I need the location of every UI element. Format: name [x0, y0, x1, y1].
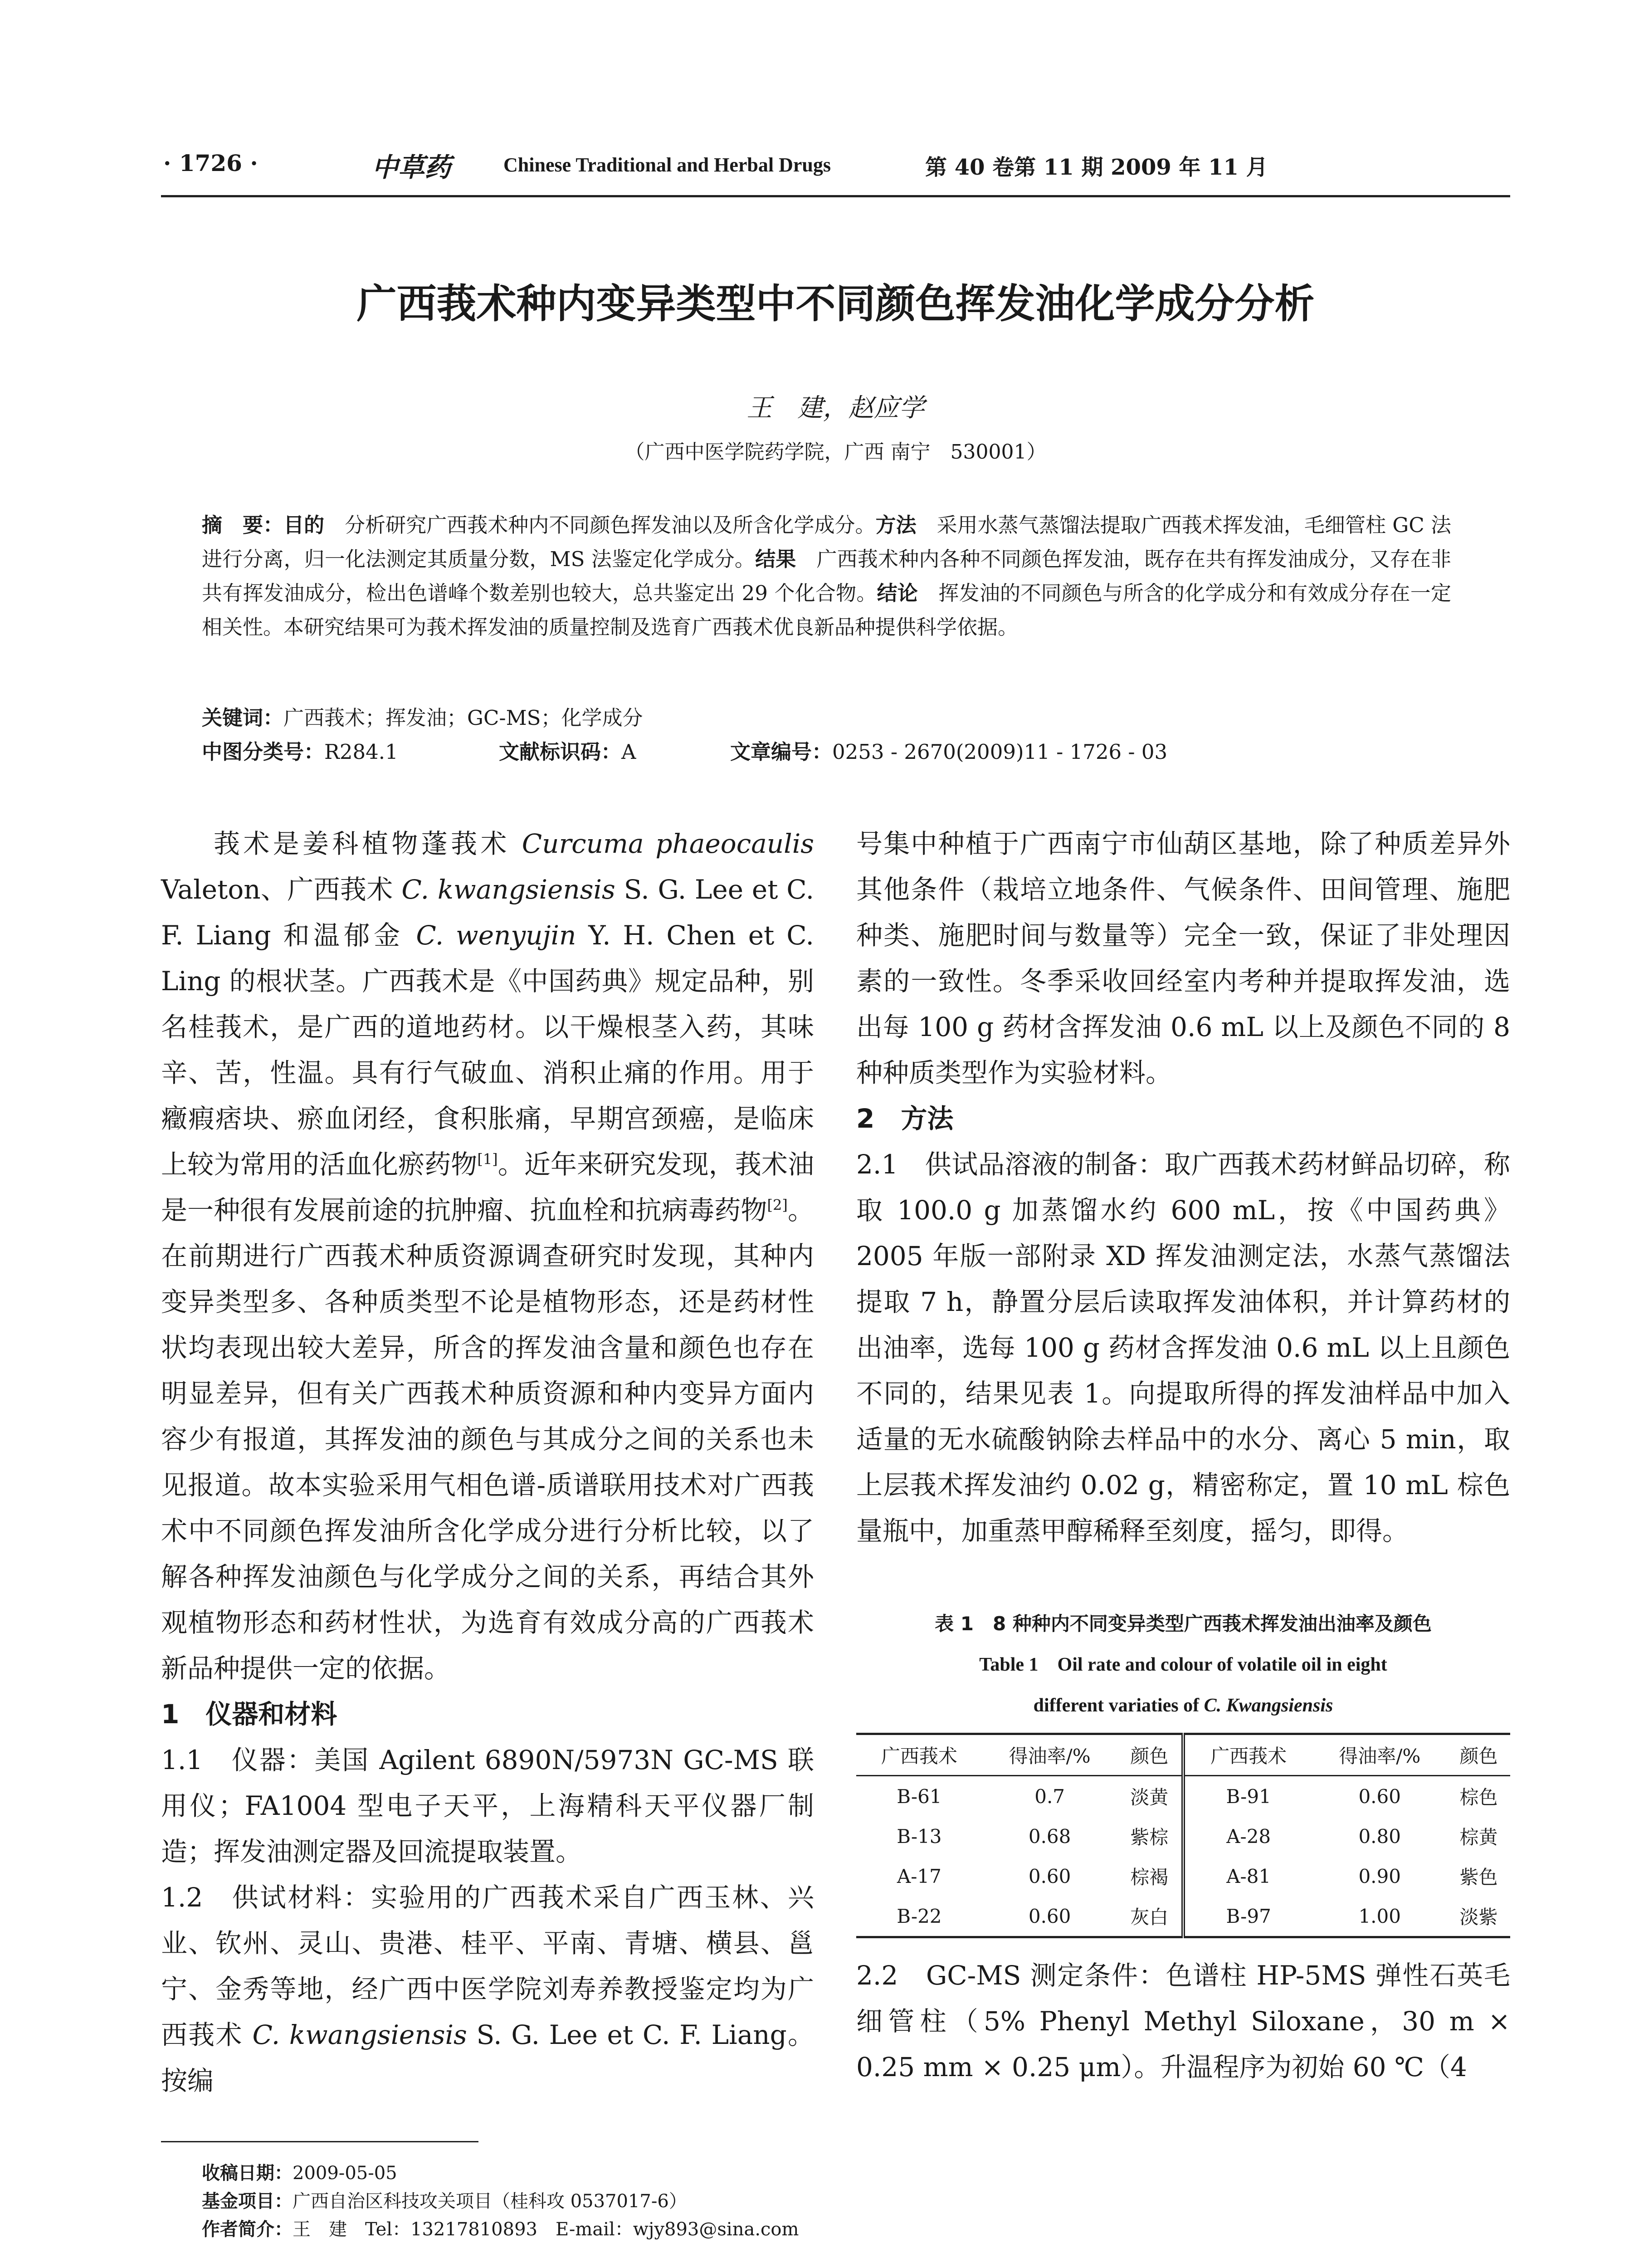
- intro-paragraph: 莪术是姜科植物蓬莪术 Curcuma phaeocaulis Valeton、广西莪术 C. kwangsiensis S. G. Lee et C. F. Liang 和温郁金 C. wenyujin Y. H. Chen et C. Ling 的根状茎。广西莪术是《中国药典》规定品种，别名桂莪术，是广西的道地药材。以干燥根茎入药，其味辛、苦，性温。具有行气破血、消积止痛的作用。用于癥瘕痞块、瘀血闭经，食积胀痛，早期宫颈癌，是临床上较为常用的活血化瘀药物[1]。近年来研究发现，莪术油是一种很有发展前途的抗肿瘤、抗血栓和抗病毒药物[2]。在前期进行广西莪术种质资源调查研究时发现，其种内变异类型多、各种质类型不论是植物形态，还是药材性状均表现出较大差异，所含的挥发油含量和颜色也存在明显差异，但有关广西莪术种质资源和种内变异方面内容少有报道，其挥发油的颜色与其成分之间的关系也未见报道。故本实验采用气相色谱-质谱联用技术对广西莪术中不同颜色挥发油所含化学成分进行分析比较，以了解各种挥发油颜色与化学成分之间的关系，再结合其外观植物形态和药材性状，为选育有效成分高的广西莪术新品种提供一定的依据。: [161, 828, 815, 1684]
- footnotes: [202, 2159, 799, 2244]
- doc-code-value: A: [621, 740, 636, 764]
- table-cell: 紫色: [1459, 1866, 1498, 1888]
- paragraph-2-2: 2.2 GC-MS 测定条件：色谱柱 HP-5MS 弹性石英毛细管柱（5% Phenyl Methyl Siloxane，30 m × 0.25 mm × 0.25 μm）。升温程序为初始 60 ℃（4: [856, 1960, 1510, 2082]
- abstract-result: 广西莪术种内各种不同颜色挥发油，既存在共有挥发油成分，又存在非共有挥发油成分，检出色谱峰个数差别也较大，总共鉴定出 29 个化合物。: [202, 547, 1451, 605]
- table-row: [856, 1816, 1510, 1856]
- page-number: · 1726 ·: [163, 150, 258, 176]
- table-header: 得油率/%: [1009, 1745, 1091, 1767]
- table-cell: B-22: [897, 1905, 942, 1927]
- table-header: 广西莪术: [881, 1745, 957, 1767]
- table-cell: 0.60: [1028, 1865, 1071, 1887]
- doc-code-label: 文献标识码：: [499, 740, 622, 764]
- table-header-row: [856, 1734, 1510, 1776]
- abstract-purpose: 分析研究广西莪术种内不同颜色挥发油以及所含化学成分。: [324, 513, 876, 537]
- table-cell: A-81: [1183, 1856, 1312, 1896]
- paragraph-2-1: 2.1 供试品溶液的制备：取广西莪术药材鲜品切碎，称取 100.0 g 加蒸馏水约 600 mL，按《中国药典》2005 年版一部附录 XD 挥发油测定法，水蒸气蒸馏法提取 7 h，静置分层后读取挥发油体积，并计算药材的出油率，选每 100 g 药材含挥发油 0.6 mL 以上且颜色不同的，结果见表 1。向提取所得的挥发油样品中加入适量的无水硫酸钠除去样品中的水分、离心 5 min，取上层莪术挥发油约 0.02 g，精密称定，置 10 mL 棕色量瓶中，加重蒸甲醇稀释至刻度，摇匀，即得。: [856, 1149, 1510, 1546]
- footnote-author: 作者简介：王 建 Tel：13217810893 E-mail：wjy893@sina.com: [202, 2219, 799, 2240]
- left-column: [161, 821, 814, 2104]
- table-cell: B-61: [897, 1785, 942, 1808]
- abstract-conclusion-label: 结论: [877, 581, 918, 605]
- table-header: 颜色: [1130, 1745, 1169, 1767]
- table-cell: 0.60: [1028, 1905, 1071, 1927]
- section-2-heading: 2 方法: [856, 1103, 954, 1134]
- right-column: [856, 821, 1510, 1554]
- table-header: 得油率/%: [1339, 1745, 1421, 1767]
- abstract-result-label: 结果: [755, 547, 796, 571]
- footnote-received: 收稿日期：2009-05-05: [202, 2163, 397, 2184]
- table-cell: 棕色: [1459, 1786, 1498, 1809]
- footnote-fund: 基金项目：广西自治区科技攻关项目（桂科攻 0537017-6）: [202, 2191, 687, 2212]
- table-cell: 淡紫: [1459, 1906, 1498, 1928]
- abstract-conclusion: 挥发油的不同颜色与所含的化学成分和有效成分存在一定相关性。本研究结果可为莪术挥发油的质量控制及选育广西莪术优良新品种提供科学依据。: [202, 581, 1451, 639]
- table-cell: B-91: [1183, 1776, 1312, 1817]
- right-column-continued: [856, 1953, 1510, 2090]
- journal-name-cn: 中草药: [372, 152, 451, 183]
- table-cell: B-13: [897, 1825, 942, 1848]
- abstract-purpose-label: 目的: [283, 513, 325, 537]
- citation-1[interactable]: [1]: [477, 1150, 498, 1168]
- table-cell: A-28: [1183, 1816, 1312, 1856]
- clc-label: 中图分类号：: [202, 740, 325, 764]
- table-cell: 灰白: [1130, 1906, 1169, 1928]
- footnote-rule: [161, 2141, 478, 2142]
- table-cell: A-17: [897, 1865, 941, 1887]
- table-1: [856, 1733, 1510, 1938]
- paper-affiliation: （广西中医学院药学院，广西 南宁 530001）: [624, 440, 1047, 464]
- table-header: 颜色: [1459, 1745, 1498, 1767]
- keywords: [202, 701, 1451, 735]
- table-cell: 淡黄: [1130, 1786, 1169, 1809]
- table-cell: 紫棕: [1130, 1826, 1169, 1848]
- table-1-caption: [856, 1603, 1510, 1726]
- section-1-heading: 1 仪器和材料: [161, 1699, 337, 1730]
- table-cell: 棕黄: [1459, 1826, 1498, 1848]
- table-caption-en-2: different variaties of C. Kwangsiensis: [1033, 1695, 1333, 1716]
- abstract: [202, 508, 1451, 644]
- table-cell: B-97: [1183, 1896, 1312, 1937]
- article-number-value: 0253 - 2670(2009)11 - 1726 - 03: [832, 740, 1168, 764]
- table-cell: 0.90: [1358, 1865, 1401, 1887]
- citation-2[interactable]: [2]: [767, 1196, 788, 1214]
- table-caption-cn: 表 1 8 种种内不同变异类型广西莪术挥发油出油率及颜色: [935, 1613, 1432, 1635]
- abstract-method-label: 方法: [875, 513, 917, 537]
- table-row: [856, 1896, 1510, 1937]
- keywords-label: 关键词：: [202, 706, 284, 730]
- abstract-method: 采用水蒸气蒸馏法提取广西莪术挥发油，毛细管柱 GC 法进行分离，归一化法测定其质量分数，MS 法鉴定化学成分。: [202, 513, 1451, 571]
- clc-value: R284.1: [324, 740, 398, 764]
- header-rule: [161, 195, 1510, 197]
- table-cell: 0.80: [1358, 1825, 1401, 1848]
- table-row: [856, 1856, 1510, 1896]
- journal-name-en: Chinese Traditional and Herbal Drugs: [503, 154, 831, 176]
- paragraph-1-2: 1.2 供试材料：实验用的广西莪术采自广西玉林、兴业、钦州、灵山、贵港、桂平、平南、青塘、横县、邕宁、金秀等地，经广西中医学院刘寿养教授鉴定均为广西莪术 C. kwangsiensis S. G. Lee et C. F. Liang。按编: [161, 1882, 815, 2096]
- journal-issue: 第 40 卷第 11 期 2009 年 11 月: [925, 155, 1268, 180]
- paragraph-1-2-cont: 号集中种植于广西南宁市仙葫区基地，除了种质差异外其他条件（栽培立地条件、气候条件、田间管理、施肥种类、施肥时间与数量等）完全一致，保证了非处理因素的一致性。冬季采收回经室内考种并提取挥发油，选出每 100 g 药材含挥发油 0.6 mL 以上及颜色不同的 8 种种质类型作为实验材料。: [856, 828, 1510, 1088]
- table-caption-en-1: Table 1 Oil rate and colour of volatile oil in eight: [979, 1654, 1387, 1675]
- keywords-text: 广西莪术；挥发油；GC-MS；化学成分: [283, 706, 643, 730]
- paper-title: 广西莪术种内变异类型中不同颜色挥发油化学成分分析: [356, 280, 1315, 327]
- article-number-label: 文章编号：: [730, 740, 833, 764]
- abstract-label: 摘 要：: [202, 513, 284, 537]
- table-cell: 0.68: [1028, 1825, 1071, 1848]
- table-header: 广西莪术: [1183, 1734, 1312, 1776]
- table-cell: 棕褐: [1130, 1866, 1169, 1888]
- table-cell: 0.7: [1034, 1785, 1065, 1808]
- paragraph-1-1: 1.1 仪器：美国 Agilent 6890N/5973N GC-MS 联用仪；FA1004 型电子天平，上海精科天平仪器厂制造；挥发油测定器及回流提取装置。: [161, 1745, 814, 1867]
- table-cell: 0.60: [1358, 1785, 1401, 1808]
- paper-authors: 王 建，赵应学: [746, 393, 925, 423]
- table-cell: 1.00: [1358, 1905, 1401, 1927]
- table-row: [856, 1776, 1510, 1817]
